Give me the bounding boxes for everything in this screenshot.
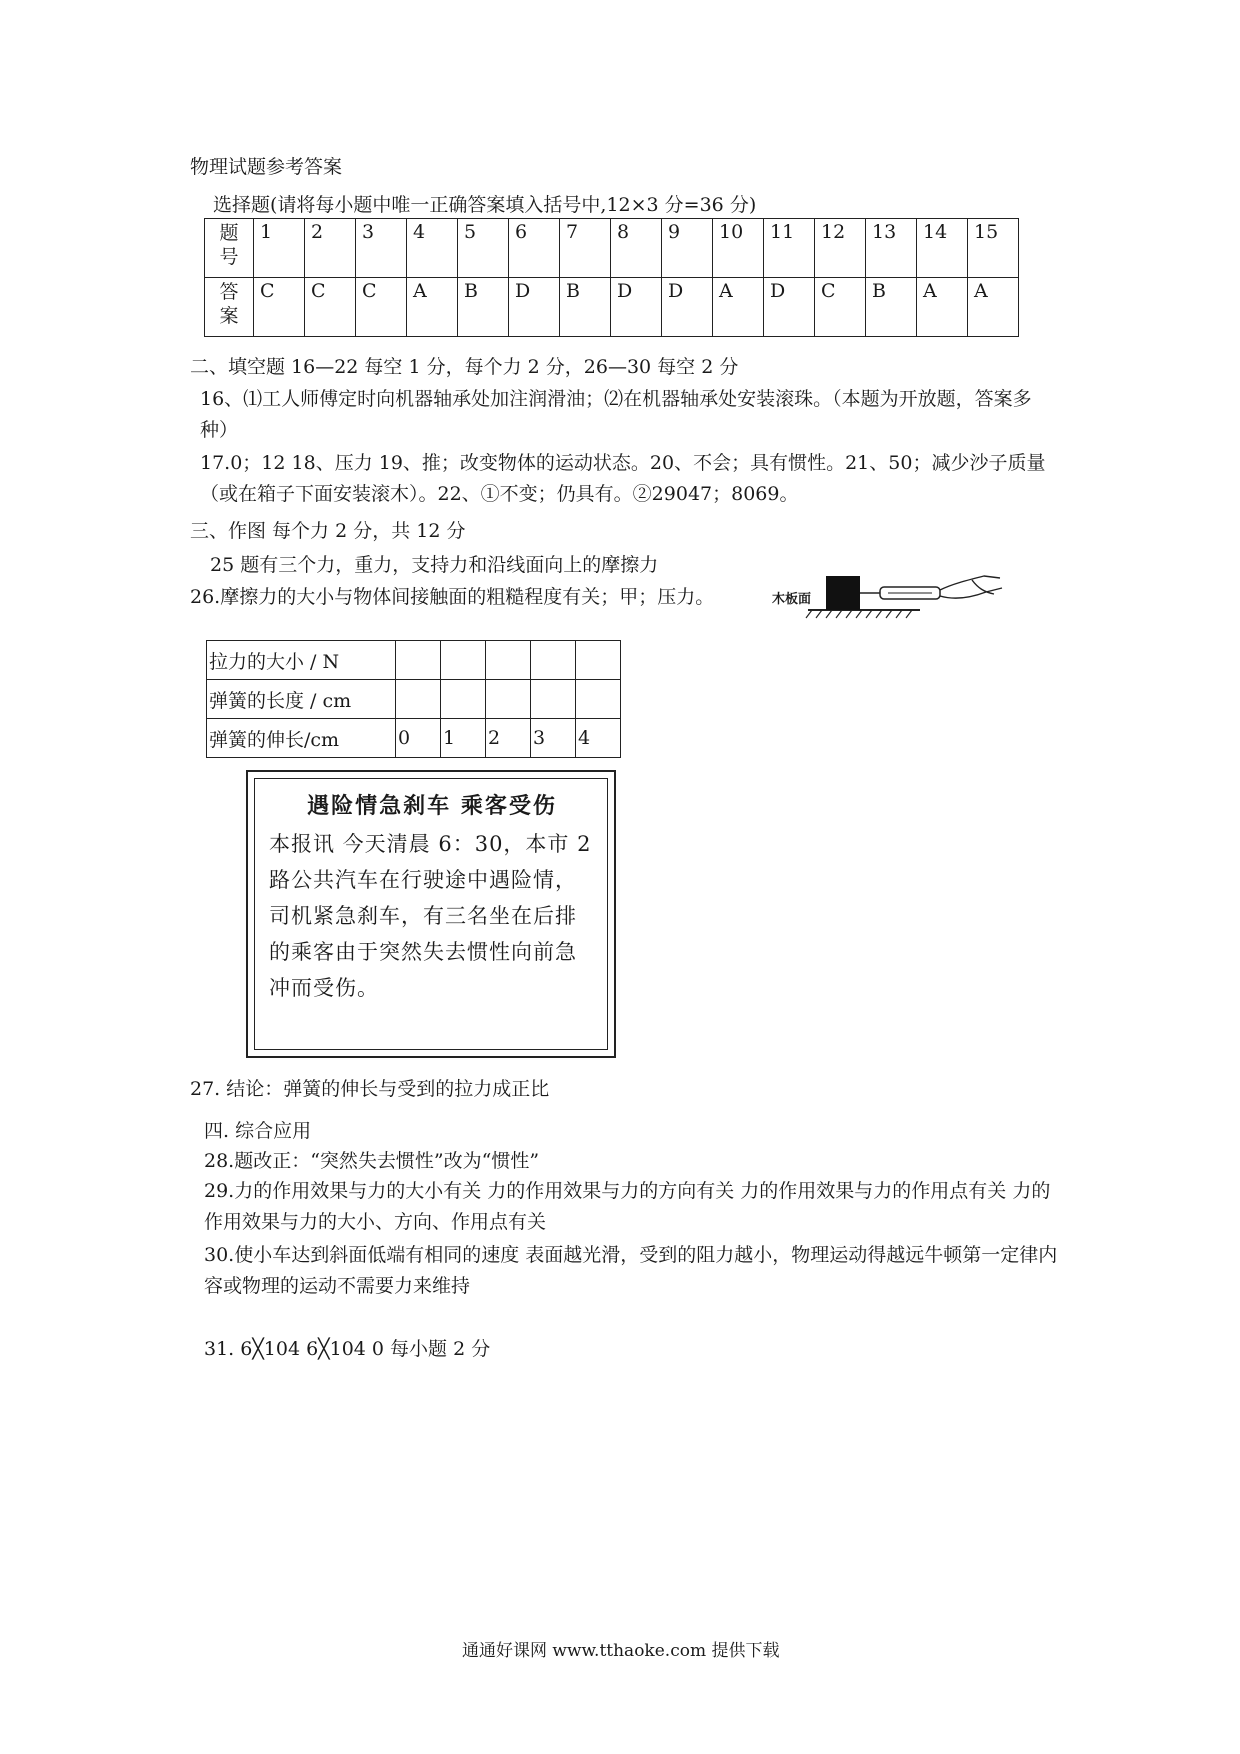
question-number: 15 — [968, 219, 1019, 278]
table-cell: 4 — [576, 719, 621, 758]
row-header-question: 题号 — [205, 219, 254, 278]
table-cell — [531, 680, 576, 719]
answer-26: 26.摩擦力的大小与物体间接触面的粗糙程度有关；甲；压力。 — [190, 586, 715, 608]
answer-cell: D — [611, 278, 662, 337]
answer-cell: A — [968, 278, 1019, 337]
table-cell — [576, 641, 621, 680]
question-number: 8 — [611, 219, 662, 278]
question-number: 14 — [917, 219, 968, 278]
section4-heading: 四. 综合应用 — [204, 1120, 312, 1142]
question-number: 2 — [305, 219, 356, 278]
table-cell — [441, 641, 486, 680]
question-number: 1 — [254, 219, 305, 278]
section2-heading: 二、填空题 16—22 每空 1 分，每个力 2 分，26—30 每空 2 分 — [190, 356, 739, 378]
answer-cell: C — [254, 278, 305, 337]
answer-cell: A — [713, 278, 764, 337]
table-cell: 0 — [396, 719, 441, 758]
section3-heading: 三、作图 每个力 2 分，共 12 分 — [190, 520, 466, 542]
answer-31: 31. 6╳104 6╳104 0 每小题 2 分 — [204, 1338, 491, 1360]
question-number: 12 — [815, 219, 866, 278]
question-number: 6 — [509, 219, 560, 278]
table-cell — [486, 641, 531, 680]
spring-data-table — [206, 640, 621, 758]
choice-answer-table — [204, 218, 1019, 337]
answer-cell: D — [509, 278, 560, 337]
row-label: 弹簧的伸长/cm — [207, 719, 396, 758]
board-surface-label: 木板面 — [772, 592, 812, 607]
row-header-answer: 答案 — [205, 278, 254, 337]
answer-cell: B — [560, 278, 611, 337]
table-cell — [486, 680, 531, 719]
answer-cell: C — [815, 278, 866, 337]
answer-17-22: 17.0；12 18、压力 19、推；改变物体的运动状态。20、不会；具有惯性。21、50；减少沙子质量（或在箱子下面安装滚木）。22、①不变；仍具有。②29047；8069。 — [200, 452, 1046, 505]
question-number: 11 — [764, 219, 815, 278]
table-cell — [441, 680, 486, 719]
question-number: 10 — [713, 219, 764, 278]
answer-16: 16、⑴工人师傅定时向机器轴承处加注润滑油；⑵在机器轴承处安装滚珠。（本题为开放题，答案多种） — [200, 388, 1032, 441]
table-cell — [531, 641, 576, 680]
question-number: 4 — [407, 219, 458, 278]
news-clipping-inner — [254, 778, 608, 1050]
table-cell: 2 — [486, 719, 531, 758]
answer-30: 30.使小车达到斜面低端有相同的速度 表面越光滑，受到的阻力越小，物理运动得越远牛顿第一定律内容或物理的运动不需要力来维持 — [204, 1244, 1058, 1297]
table-row — [207, 680, 621, 719]
question-number: 7 — [560, 219, 611, 278]
section1-heading: 选择题(请将每小题中唯一正确答案填入括号中,12×3 分=36 分) — [213, 194, 757, 216]
answer-cell: A — [407, 278, 458, 337]
row-label: 弹簧的长度 / cm — [207, 680, 396, 719]
question-number: 3 — [356, 219, 407, 278]
table-cell: 1 — [441, 719, 486, 758]
answer-cell: B — [866, 278, 917, 337]
answer-row — [205, 278, 1019, 337]
news-headline: 遇险情急刹车 乘客受伤 — [307, 793, 557, 819]
answer-29: 29.力的作用效果与力的大小有关 力的作用效果与力的方向有关 力的作用效果与力的作用点有关 力的作用效果与力的大小、方向、作用点有关 — [204, 1180, 1051, 1233]
table-cell — [576, 680, 621, 719]
answer-cell: C — [305, 278, 356, 337]
table-cell — [396, 680, 441, 719]
page-footer: 通通好课网 www.tthaoke.com 提供下载 — [462, 1641, 780, 1661]
page-title: 物理试题参考答案 — [190, 156, 343, 178]
block-spring-scale-hand-icon — [772, 566, 1012, 622]
answer-cell: D — [764, 278, 815, 337]
answer-28: 28.题改正：“突然失去惯性”改为“惯性” — [204, 1150, 540, 1172]
question-number: 5 — [458, 219, 509, 278]
answer-cell: A — [917, 278, 968, 337]
table-cell — [396, 641, 441, 680]
answer-cell: B — [458, 278, 509, 337]
answer-cell: C — [356, 278, 407, 337]
question-number: 9 — [662, 219, 713, 278]
answer-25: 25 题有三个力，重力，支持力和沿线面向上的摩擦力 — [210, 554, 659, 576]
table-row — [207, 719, 621, 758]
table-row — [207, 641, 621, 680]
question-number: 13 — [866, 219, 917, 278]
answer-cell: D — [662, 278, 713, 337]
question-number-row — [205, 219, 1019, 278]
table-cell: 3 — [531, 719, 576, 758]
news-clipping-box — [246, 770, 616, 1058]
news-body: 本报讯 今天清晨 6：30，本市 2 路公共汽车在行驶途中遇险情，司机紧急刹车，有三名坐在后排的乘客由于突然失去惯性向前急冲而受伤。 — [269, 832, 592, 1000]
row-label: 拉力的大小 / N — [207, 641, 396, 680]
answer-27: 27. 结论：弹簧的伸长与受到的拉力成正比 — [190, 1078, 550, 1100]
friction-experiment-diagram — [772, 566, 1012, 622]
